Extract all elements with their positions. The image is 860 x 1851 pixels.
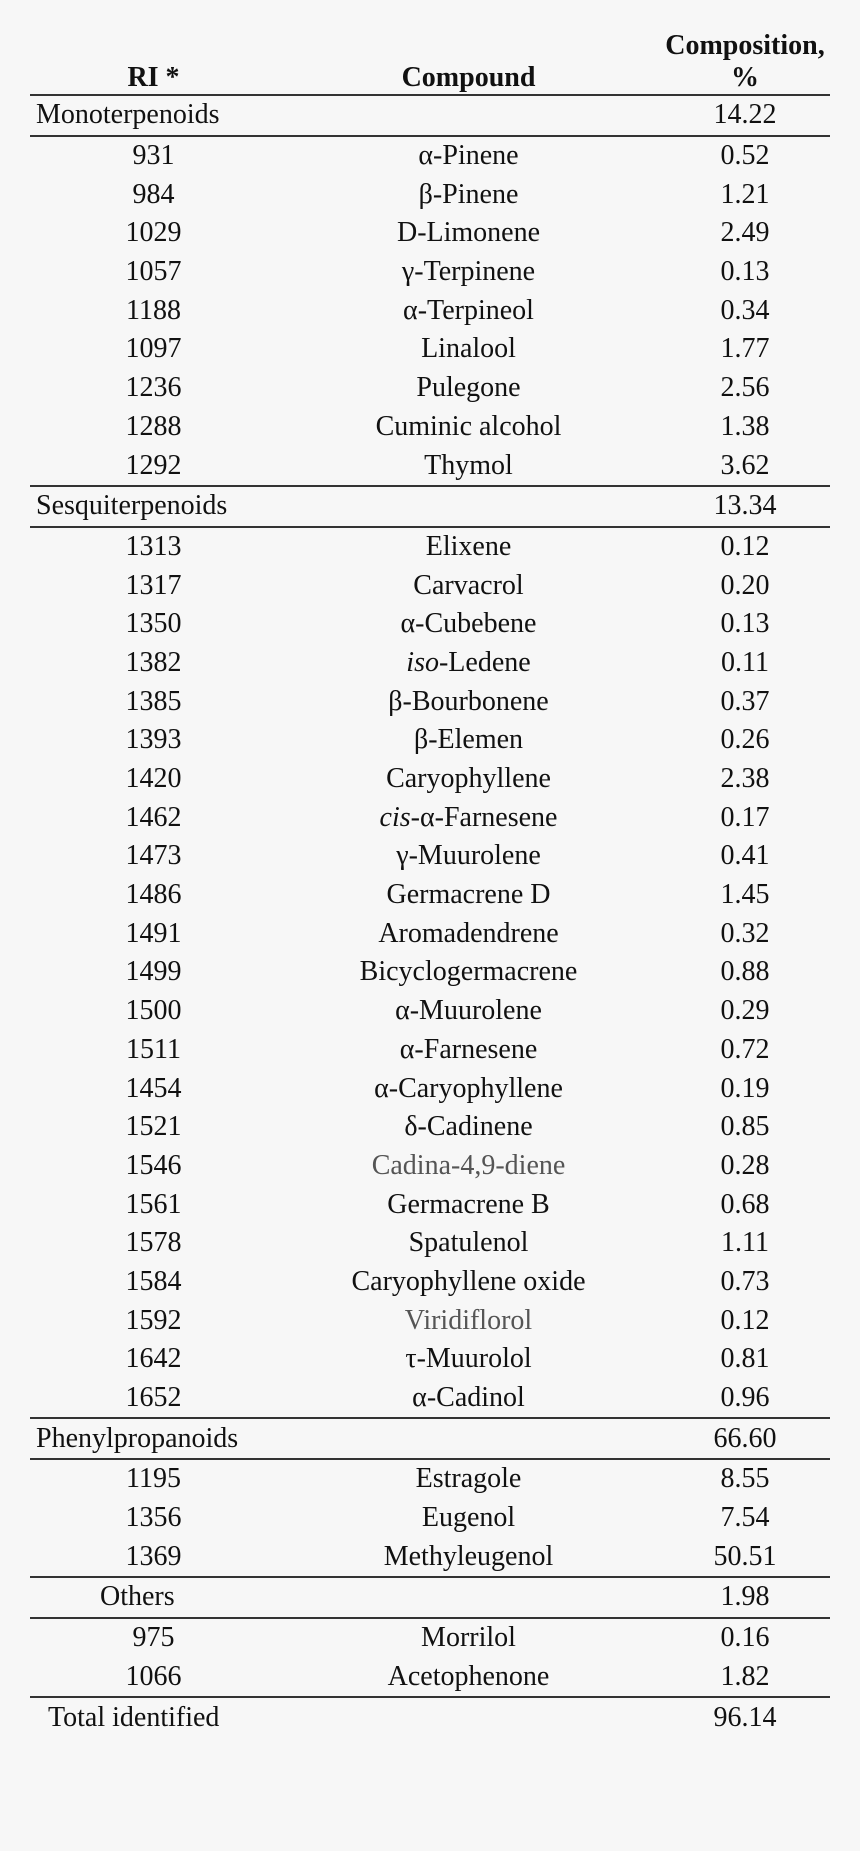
compound-prefix: iso <box>406 646 439 678</box>
compound-name: Morrilol <box>421 1622 516 1654</box>
table-row <box>30 566 830 605</box>
table-row <box>30 446 830 486</box>
compound-name: Elixene <box>425 530 512 562</box>
compound-name: Cuminic alcohol <box>375 410 562 442</box>
table-row <box>30 253 830 292</box>
ri-cell: 1369 <box>125 1540 182 1572</box>
table-row <box>30 1031 830 1070</box>
compound-name: α-Pinene <box>418 140 519 172</box>
table-row <box>30 605 830 644</box>
composition-cell: 7.54 <box>720 1502 770 1534</box>
composition-cell: 0.85 <box>720 1111 770 1143</box>
table-row <box>30 644 830 683</box>
compound-name: α-Cubebene <box>400 608 537 640</box>
compound-cell <box>277 175 660 214</box>
composition-cell: 1.38 <box>720 410 770 442</box>
header-row <box>30 30 830 95</box>
compound-name: α-Terpineol <box>403 294 534 326</box>
composition-cell: 0.12 <box>720 530 770 562</box>
composition-cell: 2.38 <box>720 763 770 795</box>
compound-name: τ-Muurolol <box>405 1343 532 1375</box>
compound-cell <box>277 1537 660 1577</box>
table-row <box>30 914 830 953</box>
ri-cell: 1029 <box>125 217 182 249</box>
composition-cell: 0.17 <box>720 801 770 833</box>
compound-name: Pulegone <box>416 372 521 404</box>
total-row <box>30 1697 830 1737</box>
group-total: 13.34 <box>660 486 830 527</box>
composition-cell: 1.82 <box>720 1660 770 1692</box>
composition-cell: 8.55 <box>720 1463 770 1495</box>
ri-cell: 1642 <box>125 1343 182 1375</box>
compound-cell <box>277 408 660 447</box>
table-row <box>30 953 830 992</box>
table-row <box>30 1537 830 1577</box>
ri-cell: 1288 <box>125 410 182 442</box>
composition-cell: 0.19 <box>720 1072 770 1104</box>
composition-cell: 0.96 <box>720 1382 770 1414</box>
compound-prefix: cis <box>379 801 411 833</box>
compound-cell <box>277 914 660 953</box>
compound-cell <box>277 682 660 721</box>
table-row <box>30 798 830 837</box>
composition-cell: 0.20 <box>720 569 770 601</box>
compound-cell <box>277 1658 660 1698</box>
composition-cell: 0.28 <box>720 1149 770 1181</box>
compound-name: β-Bourbonene <box>388 685 549 717</box>
compound-name: Methyleugenol <box>383 1540 554 1572</box>
table-row <box>30 1263 830 1302</box>
table-row <box>30 527 830 567</box>
compound-cell <box>277 1069 660 1108</box>
compound-name: α-Farnesene <box>399 1033 538 1065</box>
compound-name: Eugenol <box>421 1502 516 1534</box>
ri-cell: 1317 <box>125 569 182 601</box>
table-row <box>30 1069 830 1108</box>
ri-cell: 984 <box>132 178 175 210</box>
ri-cell: 1188 <box>126 294 181 326</box>
ri-cell: 1521 <box>125 1111 182 1143</box>
compound-name: α-Muurolene <box>395 995 542 1027</box>
group-name: Monoterpenoids <box>30 95 660 136</box>
compound-name: -α-Farnesene <box>410 801 558 833</box>
compound-cell <box>277 1147 660 1186</box>
compound-name: α-Caryophyllene <box>374 1072 563 1104</box>
group-row <box>30 1577 830 1618</box>
ri-cell: 1382 <box>125 646 182 678</box>
compound-cell <box>277 1108 660 1147</box>
header-composition: Composition, % <box>660 30 830 95</box>
compound-cell <box>277 876 660 915</box>
ri-cell: 1420 <box>125 763 182 795</box>
table-row <box>30 369 830 408</box>
ri-cell: 1385 <box>125 685 182 717</box>
compound-name: α-Cadinol <box>412 1382 525 1414</box>
compound-name: Germacrene D <box>386 879 551 911</box>
compound-name: Bicyclogermacrene <box>359 956 578 988</box>
compound-cell <box>277 214 660 253</box>
composition-cell: 0.68 <box>720 1188 770 1220</box>
compound-name: Caryophyllene oxide <box>351 1265 586 1297</box>
compound-cell <box>277 953 660 992</box>
compound-cell <box>277 798 660 837</box>
compound-name: δ-Cadinene <box>404 1111 533 1143</box>
ri-cell: 1066 <box>125 1660 182 1692</box>
composition-cell: 50.51 <box>713 1540 777 1572</box>
compound-cell <box>277 527 660 567</box>
compound-cell <box>277 566 660 605</box>
ri-cell: 975 <box>132 1622 175 1654</box>
compound-name: D-Limonene <box>396 217 541 249</box>
composition-cell: 0.52 <box>720 140 770 172</box>
compound-name: Cadina-4,9-diene <box>371 1149 566 1181</box>
ri-cell: 1546 <box>125 1149 182 1181</box>
compound-name: Aromadendrene <box>378 917 559 949</box>
table-row <box>30 682 830 721</box>
composition-cell: 0.26 <box>720 724 770 756</box>
compound-cell <box>277 136 660 176</box>
composition-cell: 0.37 <box>720 685 770 717</box>
composition-cell: 1.11 <box>721 1227 769 1259</box>
group-name: Phenylpropanoids <box>30 1418 660 1459</box>
compound-name: Estragole <box>415 1463 522 1495</box>
compound-name: Viridiflorol <box>404 1304 533 1336</box>
composition-cell: 2.56 <box>720 372 770 404</box>
composition-cell: 0.13 <box>720 256 770 288</box>
compound-cell <box>277 446 660 486</box>
table-body <box>30 95 830 1737</box>
group-name: Sesquiterpenoids <box>30 486 660 527</box>
compound-name: Caryophyllene <box>386 763 551 795</box>
table-row <box>30 721 830 760</box>
compound-cell <box>277 1263 660 1302</box>
group-name: Others <box>30 1577 660 1618</box>
composition-cell: 0.88 <box>720 956 770 988</box>
ri-cell: 1592 <box>125 1304 182 1336</box>
compound-name: Linalool <box>421 333 516 365</box>
ri-cell: 1499 <box>125 956 182 988</box>
compound-cell <box>277 644 660 683</box>
compound-name: Thymol <box>424 449 513 481</box>
ri-cell: 1454 <box>125 1072 182 1104</box>
table-row <box>30 1301 830 1340</box>
ri-cell: 1097 <box>125 333 182 365</box>
composition-cell: 0.34 <box>720 294 770 326</box>
compound-cell <box>277 1459 660 1499</box>
ri-cell: 1393 <box>125 724 182 756</box>
composition-cell: 0.73 <box>720 1265 770 1297</box>
table-header <box>30 30 830 95</box>
compound-name: γ-Terpinene <box>401 256 536 288</box>
ri-cell: 1584 <box>125 1265 182 1297</box>
compound-name: Spatulenol <box>408 1227 529 1259</box>
ri-cell: 1652 <box>125 1382 182 1414</box>
table-row <box>30 330 830 369</box>
group-row <box>30 95 830 136</box>
group-row <box>30 486 830 527</box>
composition-table-container <box>30 30 830 1737</box>
compound-cell <box>277 992 660 1031</box>
ri-cell: 1057 <box>125 256 182 288</box>
composition-cell: 2.49 <box>720 217 770 249</box>
ri-cell: 1500 <box>125 995 182 1027</box>
table-row <box>30 1340 830 1379</box>
table-row <box>30 214 830 253</box>
ri-cell: 1356 <box>125 1502 182 1534</box>
table-row <box>30 1185 830 1224</box>
group-total: 14.22 <box>660 95 830 136</box>
table-row <box>30 1147 830 1186</box>
compound-name: β-Pinene <box>418 178 519 210</box>
composition-cell: 0.13 <box>720 608 770 640</box>
compound-cell <box>277 369 660 408</box>
compound-cell <box>277 253 660 292</box>
ri-cell: 1473 <box>125 840 182 872</box>
ri-cell: 1350 <box>125 608 182 640</box>
composition-cell: 0.32 <box>720 917 770 949</box>
composition-cell: 0.11 <box>721 646 769 678</box>
compound-cell <box>277 1031 660 1070</box>
composition-cell: 1.77 <box>720 333 770 365</box>
compound-cell <box>277 1618 660 1658</box>
table-row <box>30 1108 830 1147</box>
table-row <box>30 1618 830 1658</box>
ri-cell: 1195 <box>126 1463 181 1495</box>
compound-cell <box>277 1340 660 1379</box>
ri-cell: 1462 <box>125 801 182 833</box>
table-row <box>30 291 830 330</box>
compound-name: -Ledene <box>438 646 531 678</box>
ri-cell: 1561 <box>125 1188 182 1220</box>
ri-cell: 1313 <box>125 530 182 562</box>
compound-cell <box>277 1185 660 1224</box>
compound-cell <box>277 760 660 799</box>
table-row <box>30 876 830 915</box>
composition-cell: 0.81 <box>720 1343 770 1375</box>
ri-cell: 1491 <box>125 917 182 949</box>
group-total: 1.98 <box>660 1577 830 1618</box>
compound-cell <box>277 1301 660 1340</box>
compound-name: Germacrene B <box>387 1188 550 1220</box>
compound-cell <box>277 1224 660 1263</box>
ri-cell: 1292 <box>125 449 182 481</box>
table-row <box>30 1459 830 1499</box>
compound-cell <box>277 1499 660 1538</box>
table-row <box>30 1224 830 1263</box>
table-row <box>30 992 830 1031</box>
compound-cell <box>277 605 660 644</box>
composition-cell: 0.72 <box>720 1033 770 1065</box>
header-compound: Compound <box>277 30 660 95</box>
table-row <box>30 408 830 447</box>
composition-cell: 0.16 <box>720 1622 770 1654</box>
group-total: 66.60 <box>660 1418 830 1459</box>
composition-cell: 1.45 <box>720 879 770 911</box>
compound-name: Acetophenone <box>387 1660 550 1692</box>
ri-cell: 1578 <box>125 1227 182 1259</box>
total-label: Total identified <box>30 1697 660 1737</box>
compound-cell <box>277 837 660 876</box>
composition-table <box>30 30 830 1737</box>
compound-cell <box>277 1379 660 1419</box>
composition-cell: 3.62 <box>720 449 770 481</box>
composition-cell: 0.12 <box>720 1304 770 1336</box>
table-row <box>30 837 830 876</box>
compound-cell <box>277 721 660 760</box>
ri-cell: 1486 <box>125 879 182 911</box>
header-ri: RI * <box>30 30 277 95</box>
composition-cell: 0.41 <box>720 840 770 872</box>
compound-name: γ-Muurolene <box>396 840 541 872</box>
compound-name: Carvacrol <box>413 569 524 601</box>
total-value: 96.14 <box>660 1697 830 1737</box>
table-row <box>30 1658 830 1698</box>
ri-cell: 1236 <box>125 372 182 404</box>
table-row <box>30 175 830 214</box>
composition-cell: 0.29 <box>720 995 770 1027</box>
compound-name: β-Elemen <box>413 724 524 756</box>
table-row <box>30 1499 830 1538</box>
table-row <box>30 136 830 176</box>
composition-cell: 1.21 <box>720 178 770 210</box>
compound-cell <box>277 330 660 369</box>
ri-cell: 1511 <box>126 1033 181 1065</box>
table-row <box>30 760 830 799</box>
table-row <box>30 1379 830 1419</box>
group-row <box>30 1418 830 1459</box>
ri-cell: 931 <box>132 140 175 172</box>
compound-cell <box>277 291 660 330</box>
